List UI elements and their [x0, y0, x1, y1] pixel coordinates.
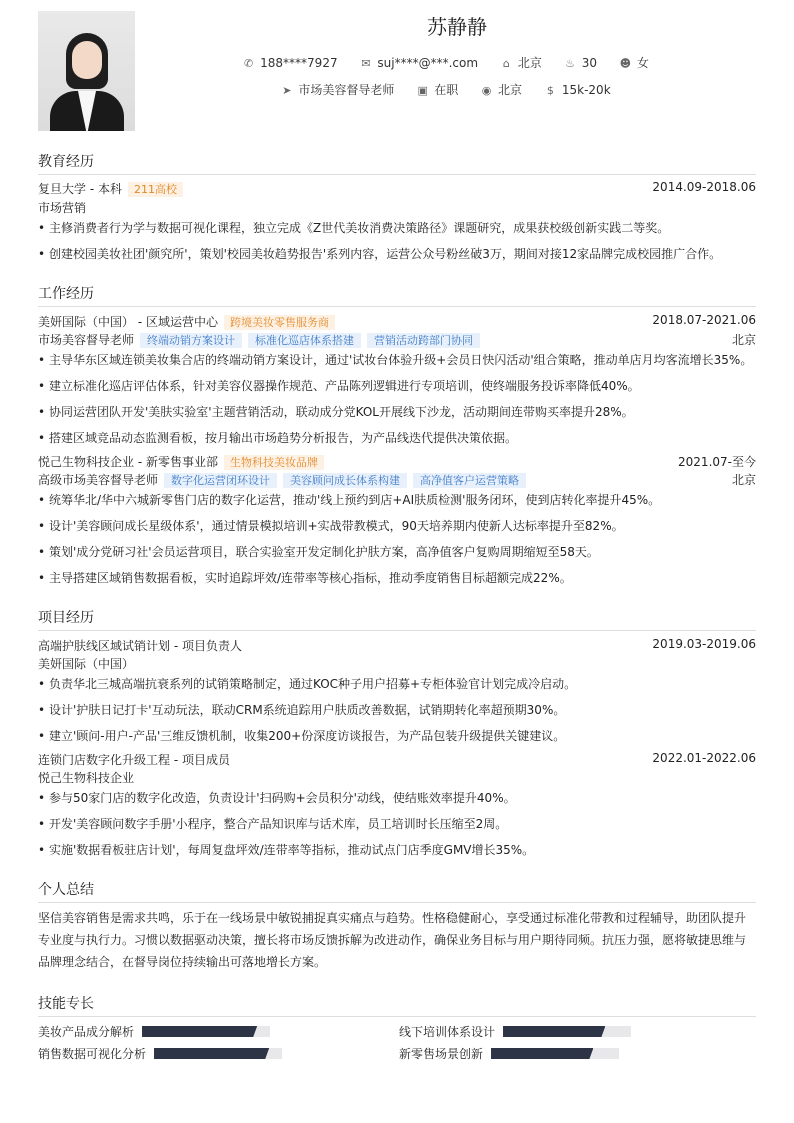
job-bullet: • 统筹华北/华中六城新零售门店的数字化运营，推动'线上预约到店+AI肤质检测'服务闭环，使到店转化率提升45%。	[38, 491, 756, 508]
role-tag: 高净值客户运营策略	[413, 473, 526, 488]
job-role: 市场美容督导老师 终端动销方案设计 标准化巡店体系搭建 营销活动跨部门协同	[38, 331, 756, 348]
skill-item: 美妆产品成分解析	[38, 1023, 270, 1040]
job-company: 悦己生物科技企业 - 新零售事业部 生物科技美妆品牌	[38, 453, 756, 470]
cake-icon: ♨	[565, 57, 576, 70]
mail-icon: ✉	[361, 57, 371, 70]
role-tag: 营销活动跨部门协同	[367, 333, 480, 348]
phone-icon: ✆	[244, 57, 254, 70]
contact-email: ✉ suj****@***.com	[361, 56, 479, 70]
job-city: 北京	[731, 333, 756, 347]
send-icon: ➤	[282, 84, 292, 97]
smile-icon: ☻	[619, 57, 632, 70]
salary-icon: $	[546, 84, 554, 97]
company-tag: 跨境美妆零售服务商	[224, 315, 335, 330]
contact-row-2	[135, 81, 756, 98]
project-date: 2022.01-2022.06	[652, 751, 756, 765]
projects-title: 项目经历	[38, 607, 756, 631]
skill-bar	[503, 1026, 631, 1037]
project-bullet: • 建立'顾问-用户-产品'三维反馈机制，收集200+份深度访谈报告，为产品包装升级提供关键建议。	[38, 727, 756, 744]
contact-row-1	[135, 54, 756, 71]
contact-city: ⌂ 北京	[500, 54, 542, 71]
skill-bar	[491, 1048, 619, 1059]
contact-position: ➤ 市场美容督导老师	[282, 83, 395, 97]
role-tag: 终端动销方案设计	[140, 333, 242, 348]
project-name: 连锁门店数字化升级工程 - 项目成员	[38, 753, 230, 767]
skill-item: 线下培训体系设计	[399, 1023, 631, 1040]
job-bullet: • 建立标准化巡店评估体系，针对美容仪器操作规范、产品陈列逻辑进行专项培训，使终端服务投诉率降低40%。	[38, 377, 756, 394]
project-bullet: • 参与50家门店的数字化改造，负责设计'扫码购+会员积分'动线，使结账效率提升40%。	[38, 789, 756, 806]
summary-title: 个人总结	[38, 879, 756, 903]
project-bullet: • 负责华北三城高端抗衰系列的试销策略制定，通过KOC种子用户招募+专柜体验官计划完成冷启动。	[38, 675, 756, 692]
job-city: 北京	[731, 473, 756, 487]
skill-bar	[154, 1048, 282, 1059]
job-date: 2018.07-2021.06	[652, 313, 756, 327]
education-tag: 211高校	[128, 182, 183, 197]
briefcase-icon: ▣	[417, 84, 428, 97]
education-major: 市场营销	[38, 201, 87, 215]
contact-phone: ✆ 188****7927	[244, 56, 338, 70]
role-tag: 美容顾问成长体系构建	[283, 473, 407, 488]
education-title: 教育经历	[38, 151, 756, 175]
home-icon: ⌂	[502, 57, 510, 70]
contact-location: ◉ 北京	[481, 83, 523, 97]
company-tag: 生物科技美妆品牌	[224, 455, 324, 470]
role-tag: 数字化运营闭环设计	[164, 473, 277, 488]
job-role: 高级市场美容督导老师 数字化运营闭环设计 美容顾问成长体系构建 高净值客户运营策略	[38, 471, 756, 488]
project-date: 2019.03-2019.06	[652, 637, 756, 651]
education-school: 复旦大学 - 本科 211高校	[38, 180, 756, 197]
project-name: 高端护肤线区域试销计划 - 项目负责人	[38, 639, 242, 653]
education-bullet: • 主修消费者行为学与数据可视化课程，独立完成《Z世代美妆消费决策路径》课题研究，成果获校级创新实践二等奖。	[38, 219, 756, 236]
contact-status: ▣ 在职	[417, 83, 459, 97]
education-bullet: • 创建校园美妆社团'颜究所'，策划'校园美妆趋势报告'系列内容，运营公众号粉丝破3万，期间对接12家品牌完成校园推广合作。	[38, 245, 756, 262]
job-bullet: • 协同运营团队开发'美肤实验室'主题营销活动，联动成分党KOL开展线下沙龙，活动期间连带购买率提升28%。	[38, 403, 756, 420]
job-date: 2021.07-至今	[678, 455, 756, 469]
contact-gender: ☻ 女	[619, 56, 649, 70]
job-bullet: • 设计'美容顾问成长星级体系'，通过情景模拟培训+实战带教模式，90天培养期内使新人达标率提升至82%。	[38, 517, 756, 534]
role-tag: 标准化巡店体系搭建	[248, 333, 361, 348]
skill-item: 销售数据可视化分析	[38, 1045, 282, 1062]
project-bullet: • 设计'护肤日记打卡'互动玩法，联动CRM系统追踪用户肤质改善数据，试销期转化率超预期30%。	[38, 701, 756, 718]
job-bullet: • 搭建区域竞品动态监测看板，按月输出市场趋势分析报告，为产品线迭代提供决策依据。	[38, 429, 756, 446]
summary-text: 坚信美容销售是需求共鸣，乐于在一线场景中敏锐捕捉真实痛点与趋势。性格稳健耐心，享受通过标准化带教和过程辅导，助团队提升专业度与执行力。习惯以数据驱动决策，擅长将市场反馈拆解为改进动作，确保业务目标与用户期待同频。抗压力强，愿将敏捷思维与品牌理念结合，在督导岗位持续输出可落地增长方案。	[38, 911, 747, 969]
contact-age: ♨ 30	[565, 56, 598, 70]
location-icon: ◉	[481, 84, 492, 97]
candidate-name: 苏静静	[427, 15, 487, 39]
project-org: 悦己生物科技企业	[38, 771, 135, 785]
job-bullet: • 主导搭建区域销售数据看板，实时追踪坪效/连带率等核心指标，推动季度销售目标超额完成22%。	[38, 569, 756, 586]
work-title: 工作经历	[38, 283, 756, 307]
job-company: 美妍国际（中国） - 区域运营中心 跨境美妆零售服务商	[38, 313, 756, 330]
skills-title: 技能专长	[38, 993, 756, 1017]
skill-item: 新零售场景创新	[399, 1045, 619, 1062]
education-date: 2014.09-2018.06	[652, 180, 756, 194]
skill-bar	[142, 1026, 270, 1037]
project-bullet: • 开发'美容顾问数字手册'小程序，整合产品知识库与话术库，员工培训时长压缩至2周。	[38, 815, 756, 832]
job-bullet: • 策划'成分党研习社'会员运营项目，联合实验室开发定制化护肤方案，高净值客户复购周期缩短至58天。	[38, 543, 756, 560]
project-org: 美妍国际（中国）	[38, 657, 135, 671]
contact-salary: $ 15k-20k	[544, 83, 611, 97]
job-bullet: • 主导华东区域连锁美妆集合店的终端动销方案设计，通过'试妆台体验升级+会员日快闪活动'组合策略，推动单店月均客流增长35%。	[38, 351, 756, 368]
project-bullet: • 实施'数据看板驻店计划'，每周复盘坪效/连带率等指标，推动试点门店季度GMV增长35%。	[38, 841, 756, 858]
